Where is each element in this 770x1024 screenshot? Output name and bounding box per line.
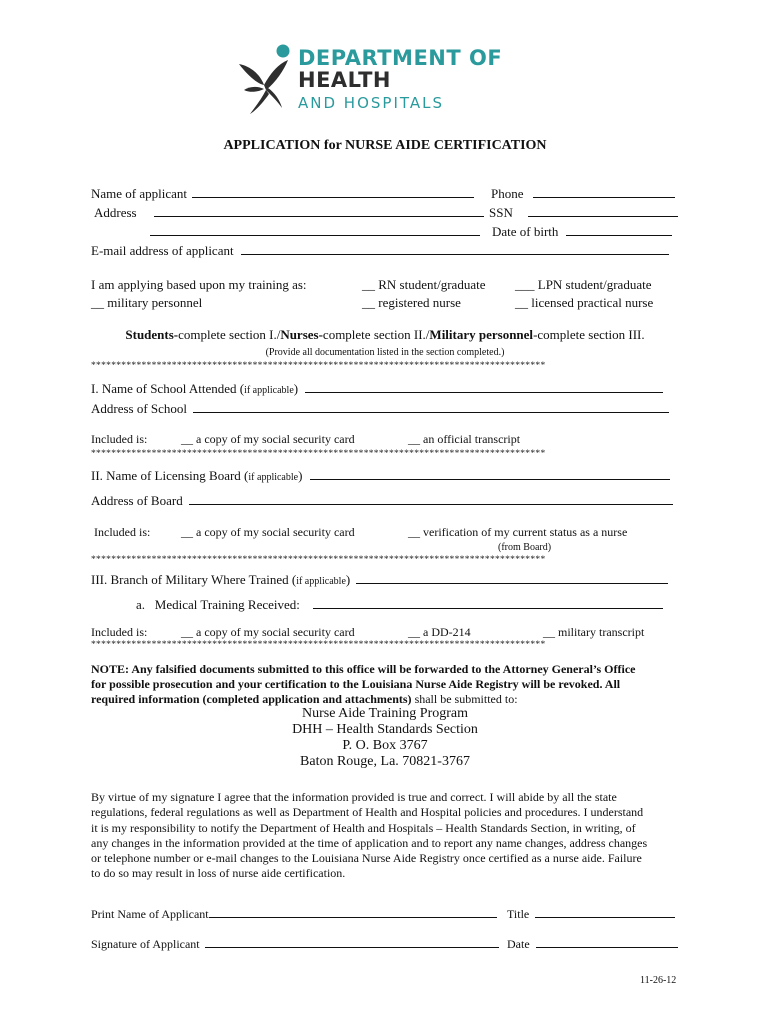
notice-line-2: for possible prosecution and your certification to the Louisiana Nurse Aide Registry will be revoked. All xyxy=(91,677,621,691)
section1-address-label: Address of School xyxy=(91,401,188,416)
divider-stars-2: ****************************************************************************************** xyxy=(91,449,546,459)
print-name-row xyxy=(91,906,497,922)
date-input[interactable] xyxy=(536,936,678,948)
ssn-label: SSN xyxy=(489,205,513,220)
section3-included-label: Included is: xyxy=(91,625,148,639)
section3-medical-input[interactable] xyxy=(313,597,663,609)
form-revision-code: 11-26-12 xyxy=(640,975,677,986)
applying-registered-nurse[interactable]: __ registered nurse xyxy=(362,295,461,310)
dhh-figure-icon xyxy=(236,40,296,115)
name-input[interactable] xyxy=(192,186,474,198)
section1-address-row xyxy=(91,401,669,417)
section3-military-transcript[interactable]: __ military transcript xyxy=(543,625,645,639)
agreement-line: any changes in the information provided at the time of application and to report any name changes, address changes xyxy=(91,835,648,850)
section1-ss-card[interactable]: __ a copy of my social security card xyxy=(181,432,355,446)
applying-licensed-practical-nurse[interactable]: __ licensed practical nurse xyxy=(515,295,654,310)
address-line2-input[interactable] xyxy=(150,224,480,236)
name-label: Name of applicant xyxy=(91,186,188,201)
phone-input[interactable] xyxy=(533,186,675,198)
signature-row xyxy=(91,936,499,952)
section3-military-input[interactable] xyxy=(356,572,668,584)
mailing-address-line-3: P. O. Box 3767 xyxy=(342,738,428,753)
dob-label: Date of birth xyxy=(492,224,559,239)
section3-ss-card[interactable]: __ a copy of my social security card xyxy=(181,625,355,639)
date-label: Date xyxy=(507,937,530,951)
mailing-address-line-1: Nurse Aide Training Program xyxy=(301,706,469,721)
address-line2-row xyxy=(150,224,480,240)
divider-stars-4: ****************************************************************************************** xyxy=(91,640,546,650)
dob-input[interactable] xyxy=(566,224,672,236)
section1-school-label: I. Name of School Attended (if applicable) xyxy=(91,381,299,396)
section3-medical-row xyxy=(136,597,663,613)
title-input[interactable] xyxy=(535,906,675,918)
signature-label: Signature of Applicant xyxy=(91,937,200,951)
section3-military-label: III. Branch of Military Where Trained (if applicable) xyxy=(91,572,351,587)
section2-from-board: (from Board) xyxy=(498,542,552,553)
name-row xyxy=(91,186,474,202)
section1-school-row xyxy=(91,381,663,397)
mailing-address-line-2: DHH – Health Standards Section xyxy=(292,722,478,737)
section2-verification[interactable]: __ verification of my current status as a nurse xyxy=(408,525,628,539)
logo-line-health: HEALTH xyxy=(298,68,391,92)
notice-line-3: required information (completed application and attachments) shall be submitted to: xyxy=(91,692,518,706)
mailing-address-line-4: Baton Rouge, La. 70821-3767 xyxy=(300,754,470,769)
agreement-line: By virtue of my signature I agree that the information provided is true and correct. I will abide by all the state xyxy=(91,790,617,804)
section1-address-input[interactable] xyxy=(193,401,669,413)
address-row xyxy=(94,205,484,221)
section1-transcript[interactable]: __ an official transcript xyxy=(408,432,521,446)
print-name-label: Print Name of Applicant xyxy=(91,907,209,921)
applying-label: I am applying based upon my training as: xyxy=(91,277,307,292)
section3-military-row xyxy=(91,572,668,588)
agreement-line: it is my responsibility to notify the Department of Health and Hospitals – Health Standards Section, in writing, of xyxy=(91,820,636,835)
logo-line-hospitals: AND HOSPITALS xyxy=(298,94,445,112)
signature-input[interactable] xyxy=(205,936,499,948)
page-title: APPLICATION for NURSE AIDE CERTIFICATION xyxy=(223,138,547,153)
section2-ss-card[interactable]: __ a copy of my social security card xyxy=(181,525,355,539)
email-input[interactable] xyxy=(241,243,669,255)
title-label: Title xyxy=(507,907,530,921)
applying-military[interactable]: __ military personnel xyxy=(91,295,203,310)
notice-line-1: NOTE: Any falsified documents submitted to this office will be forwarded to the Attorney General’s Office xyxy=(91,662,636,676)
applying-rn-student[interactable]: __ RN student/graduate xyxy=(362,277,486,292)
section1-included-label: Included is: xyxy=(91,432,148,446)
agreement-line: to do so may result in loss of nurse aide certification. xyxy=(91,866,346,881)
address-input[interactable] xyxy=(154,205,484,217)
phone-label: Phone xyxy=(491,186,524,201)
mailing-address xyxy=(0,706,770,770)
date-row xyxy=(507,936,678,952)
divider-stars-1: ****************************************************************************************** xyxy=(91,361,546,371)
ssn-row xyxy=(489,205,678,221)
title-row xyxy=(507,906,675,922)
print-name-input[interactable] xyxy=(209,906,497,918)
agreement-line: regulations, federal regulations as well as Department of Health and Hospital policies and procedures. I understand xyxy=(91,805,644,820)
section-instructions: Students-complete section I./Nurses-complete section II./Military personnel-complete section III. xyxy=(125,327,645,342)
section2-board-input[interactable] xyxy=(310,468,670,480)
applying-lpn-student[interactable]: ___ LPN student/graduate xyxy=(515,277,652,292)
section2-board-label: II. Name of Licensing Board (if applicable) xyxy=(91,468,303,483)
phone-row xyxy=(491,186,675,202)
divider-stars-3: ****************************************************************************************** xyxy=(91,555,546,565)
section1-school-input[interactable] xyxy=(305,381,663,393)
section3-medical-label: a. Medical Training Received: xyxy=(136,597,300,612)
email-row xyxy=(91,243,669,259)
section3-dd214[interactable]: __ a DD-214 xyxy=(408,625,471,639)
dhh-logo xyxy=(236,40,536,115)
logo-line-department: DEPARTMENT OF xyxy=(298,46,503,70)
agreement-paragraph xyxy=(91,790,647,882)
agreement-line: or telephone number or e-mail changes to the Louisiana Nurse Aide Registry once certified as a nurse aide. Failure xyxy=(91,851,642,866)
section2-address-input[interactable] xyxy=(189,493,673,505)
section2-address-row xyxy=(91,493,673,509)
address-label: Address xyxy=(94,205,137,220)
dob-row xyxy=(492,224,672,240)
email-label: E-mail address of applicant xyxy=(91,243,234,258)
section2-board-row xyxy=(91,468,670,484)
ssn-input[interactable] xyxy=(528,205,678,217)
section2-address-label: Address of Board xyxy=(91,493,183,508)
section2-included-label: Included is: xyxy=(94,525,151,539)
documentation-note: (Provide all documentation listed in the section completed.) xyxy=(265,347,505,358)
